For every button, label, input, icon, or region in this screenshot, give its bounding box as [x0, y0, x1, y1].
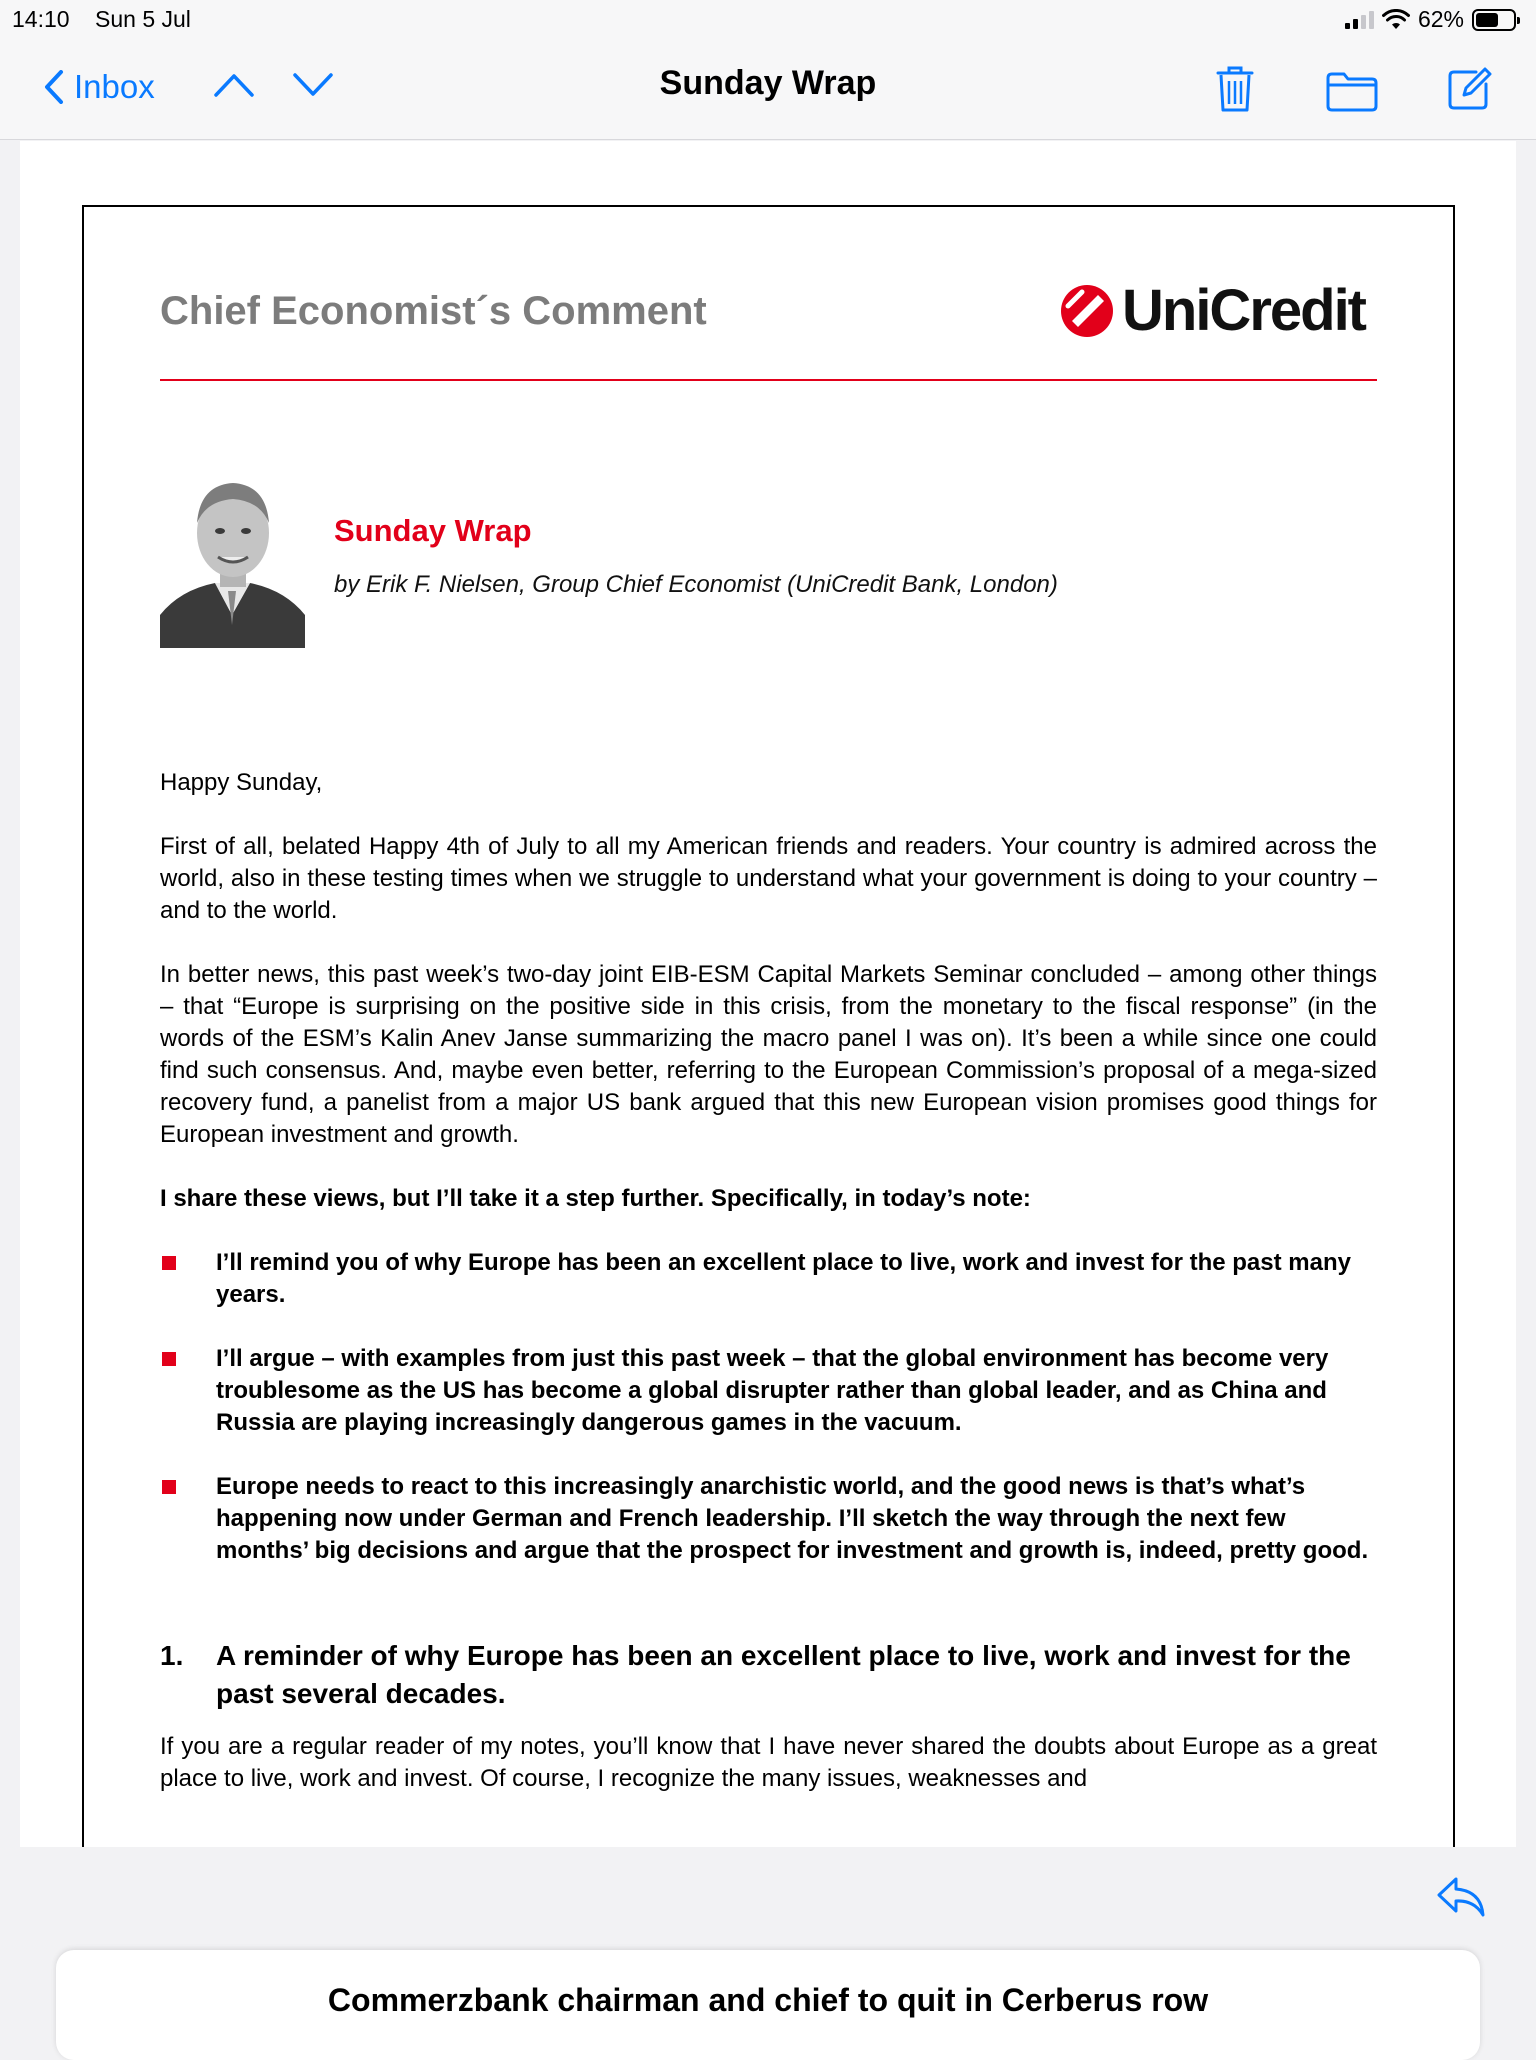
newsletter-document: [82, 205, 1455, 1847]
chevron-left-icon: [44, 70, 64, 104]
intro-bold: I share these views, but I’ll take it a step further. Specifically, in today’s note:: [160, 1185, 1031, 1212]
status-bar: [0, 0, 1536, 40]
mail-toolbar: [0, 1847, 1536, 1947]
cellular-signal-icon: [1345, 11, 1374, 29]
logo-text: UniCredit: [1122, 278, 1365, 343]
back-to-inbox-button[interactable]: [44, 68, 155, 106]
compose-icon[interactable]: [1446, 66, 1492, 112]
unicredit-logo: [1058, 277, 1365, 344]
doc-header: [160, 278, 1377, 389]
status-indicators: [1345, 6, 1516, 33]
mail-nav-bar: [0, 40, 1536, 140]
back-label: Inbox: [74, 68, 155, 105]
wrap-title: Sunday Wrap: [334, 513, 532, 548]
author-portrait: [160, 465, 305, 648]
paragraph-1: First of all, belated Happy 4th of July to all my American friends and readers. Your country is admired across the world, also in these testing times when we struggle to understand what your government is doing to your country – and to the world.: [160, 833, 1377, 924]
battery-icon: [1472, 9, 1516, 31]
bullet-text: Europe needs to react to this increasingly anarchistic world, and the good news is that’s what’s happening now under German and French leadership. I’ll sketch the way through the next few months’ big decisions and argue that the prospect for investment and growth is, indeed, pretty good.: [216, 1473, 1369, 1564]
section-heading: [160, 1637, 1377, 1713]
author-byline: by Erik F. Nielsen, Group Chief Economist (UniCredit Bank, London): [334, 571, 1058, 598]
news-notification-card[interactable]: [56, 1950, 1480, 2060]
section-number: 1.: [160, 1640, 184, 1671]
bullet-item: [160, 1343, 1377, 1439]
paragraph-2: In better news, this past week’s two-day joint EIB-ESM Capital Markets Seminar concluded – among other things – that “Europe is surprising on the positive side in this crisis, from the monetary to the fiscal response” (in the words of the ESM’s Kalin Anev Janse summarizing the macro panel I was on). It’s been a while since one could find such consensus. And, maybe even better, referring to the European Commission’s proposal of a mega-sized recovery fund, a panelist from a major US bank argued that this new European vision promises good things for European investment and growth.: [160, 961, 1377, 1148]
battery-percent: 62%: [1417, 6, 1464, 32]
folder-icon[interactable]: [1326, 72, 1378, 112]
bullet-item: [160, 1471, 1377, 1567]
article-body: [160, 767, 1377, 1827]
bullet-marker: [162, 1352, 176, 1366]
bullet-item: [160, 1247, 1377, 1311]
bullet-text: I’ll argue – with examples from just this past week – that the global environment has become very troublesome as the US has become a global disrupter rather than global leader, and as China and Russia are playing increasingly dangerous games in the vacuum.: [216, 1345, 1329, 1436]
section-paragraph: If you are a regular reader of my notes, you’ll know that I have never shared the doubts about Europe as a great place to live, work and invest. Of course, I recognize the many issues, weaknesses and: [160, 1733, 1377, 1792]
chevron-up-icon[interactable]: [213, 70, 255, 100]
battery-fill: [1476, 13, 1498, 27]
notification-headline: Commerzbank chairman and chief to quit in Cerberus row: [327, 1982, 1209, 2018]
section-title: A reminder of why Europe has been an excellent place to live, work and invest for the past several decades.: [216, 1640, 1351, 1709]
doc-header-title: Chief Economist´s Comment: [160, 289, 707, 333]
wifi-icon: [1382, 9, 1410, 31]
status-date: Sun 5 Jul: [95, 6, 191, 32]
reply-icon[interactable]: [1436, 1875, 1486, 1919]
trash-icon[interactable]: [1215, 64, 1255, 114]
greeting: Happy Sunday,: [160, 769, 323, 796]
bullet-marker: [162, 1480, 176, 1494]
unicredit-logo-icon: [1058, 282, 1116, 340]
author-block: [160, 465, 1377, 655]
status-time: 14:10: [12, 6, 70, 32]
bullet-marker: [162, 1256, 176, 1270]
header-divider: [160, 379, 1377, 381]
bullet-text: I’ll remind you of why Europe has been an excellent place to live, work and invest for the past many years.: [216, 1249, 1351, 1308]
nav-title: Sunday Wrap: [659, 64, 877, 102]
chevron-down-icon[interactable]: [292, 70, 334, 100]
email-body[interactable]: [20, 141, 1516, 1847]
